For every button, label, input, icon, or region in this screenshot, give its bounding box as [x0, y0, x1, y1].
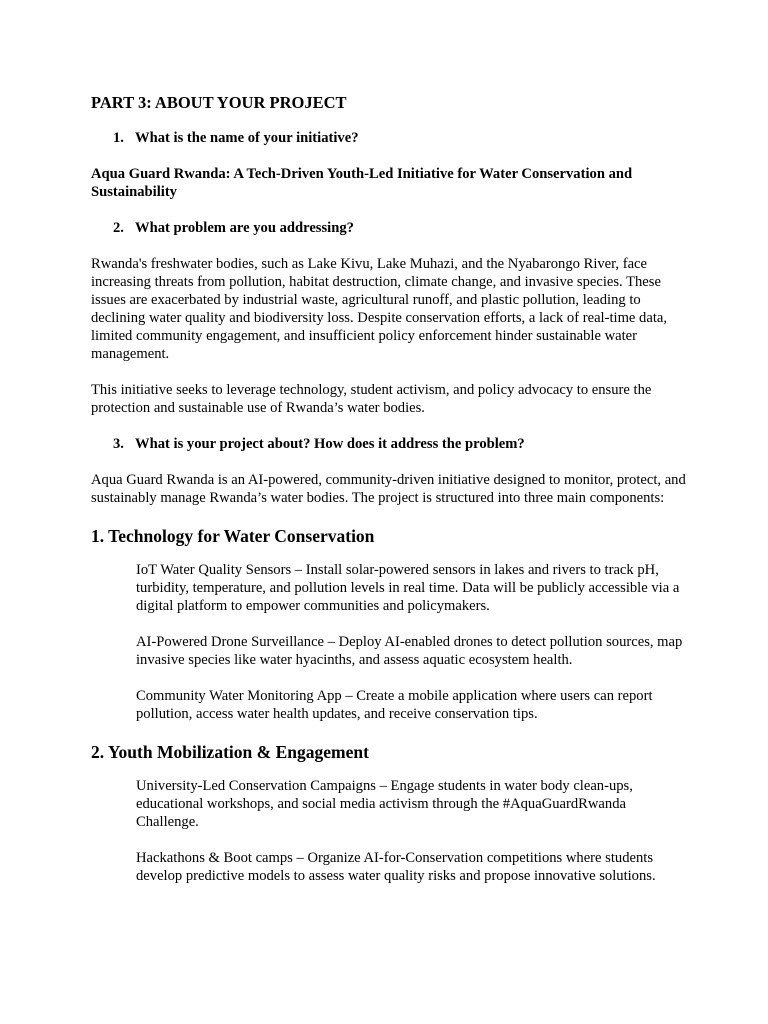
section-item: Community Water Monitoring App – Create a mobile application where users can report pollution, access water health updates, and receive conservation tips.: [136, 688, 653, 722]
section-heading: 2. Youth Mobilization & Engagement: [91, 742, 369, 762]
section-item: AI-Powered Drone Surveillance – Deploy AI-enabled drones to detect pollution sources, map invasive species like water hyacinths, and assess aquatic ecosystem health.: [136, 634, 683, 668]
question-number: 3.: [113, 436, 124, 452]
problem-paragraph: Rwanda's freshwater bodies, such as Lake Kivu, Lake Muhazi, and the Nyabarongo River, face increasing threats from pollution, habitat destruction, climate change, and invasive species. These issues are exacerbated by industrial waste, agricultural runoff, and plastic pollution, leading to declining water quality and biodiversity loss. Despite conservation efforts, a lack of real-time data, limited community engagement, and insufficient policy enforcement hinder sustainable water management.: [91, 256, 668, 362]
project-intro: Aqua Guard Rwanda is an AI-powered, community-driven initiative designed to monitor, protect, and sustainably manage Rwanda’s water bodies. The project is structured into three main components:: [91, 472, 686, 506]
question-number: 1.: [113, 130, 124, 146]
question-1: [91, 129, 691, 147]
question-text: What problem are you addressing?: [135, 220, 354, 236]
section-item: University-Led Conservation Campaigns – Engage students in water body clean-ups, educational workshops, and social media activism through the #AquaGuardRwanda Challenge.: [136, 778, 633, 830]
section-heading: 1. Technology for Water Conservation: [91, 526, 375, 546]
section-item: IoT Water Quality Sensors – Install solar-powered sensors in lakes and rivers to track pH, turbidity, temperature, and pollution levels in real time. Data will be publicly accessible via a digital platform to empower communities and policymakers.: [136, 562, 680, 614]
question-3: [91, 435, 691, 453]
document-page: [91, 93, 691, 903]
section-item: Hackathons & Boot camps – Organize AI-for-Conservation competitions where students develop predictive models to assess water quality risks and propose innovative solutions.: [136, 850, 656, 884]
problem-paragraph: This initiative seeks to leverage technology, student activism, and policy advocacy to ensure the protection and sustainable use of Rwanda’s water bodies.: [91, 382, 652, 416]
part-title: PART 3: ABOUT YOUR PROJECT: [91, 93, 347, 112]
question-number: 2.: [113, 220, 124, 236]
question-text: What is the name of your initiative?: [135, 130, 359, 146]
question-2: [91, 219, 691, 237]
initiative-name: Aqua Guard Rwanda: A Tech-Driven Youth-Led Initiative for Water Conservation and Sustainability: [91, 166, 633, 200]
question-text: What is your project about? How does it address the problem?: [135, 436, 525, 452]
